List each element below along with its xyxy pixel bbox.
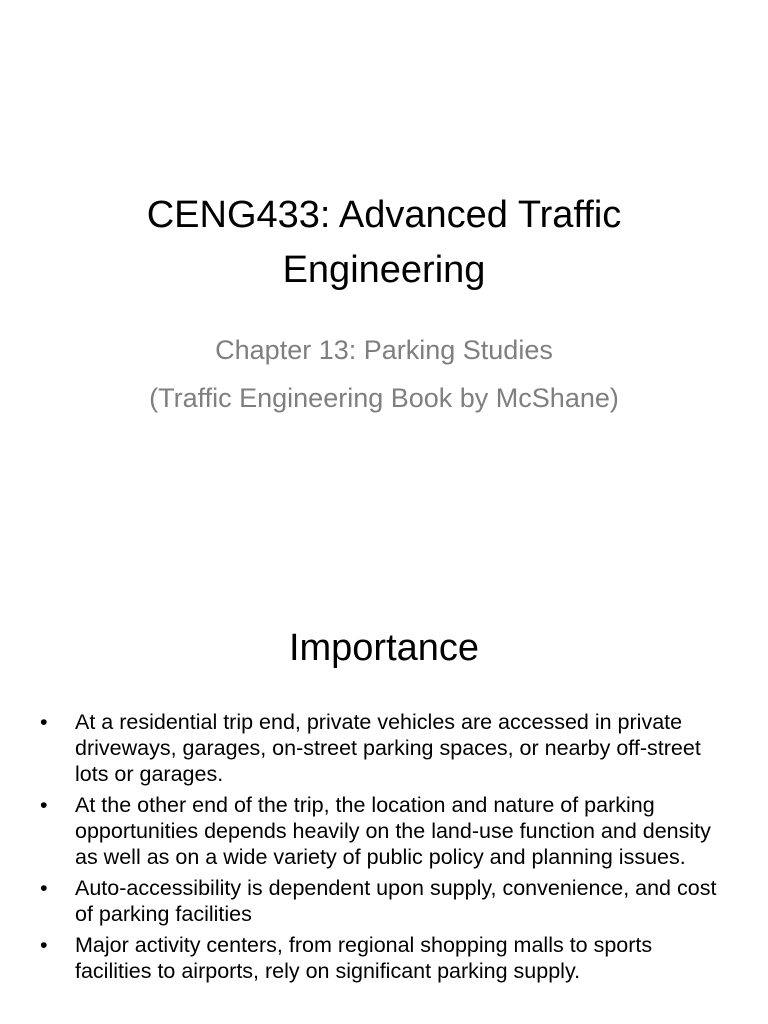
bullet-item: [38, 792, 718, 870]
bullet-icon: •: [40, 933, 48, 957]
bullet-item: [38, 875, 718, 927]
importance-slide: [0, 576, 768, 1024]
bullet-text: Auto-accessibility is dependent upon supply, convenience, and cost of parking facilities: [75, 876, 717, 926]
bullet-icon: •: [40, 793, 48, 817]
bullet-text: At the other end of the trip, the location and nature of parking opportunities depends heavily on the land-use function and density as well as on a wide variety of public policy and planning issues.: [75, 793, 711, 869]
bullet-text: Major activity centers, from regional shopping malls to sports facilities to airports, rely on significant parking supply.: [75, 933, 653, 983]
subtitle-line-chapter: Chapter 13: Parking Studies: [215, 335, 553, 365]
bullet-item: [38, 709, 718, 787]
slide-title: Importance: [288, 627, 480, 669]
bullet-item: [38, 932, 718, 984]
bullet-text: At a residential trip end, private vehicles are accessed in private driveways, garages, on-street parking spaces, or nearby off-street lots or garages.: [75, 710, 701, 786]
slide-title: CENG433: Advanced Traffic Engineering: [146, 194, 622, 291]
bullet-list: [38, 709, 718, 989]
bullet-icon: •: [40, 876, 48, 900]
subtitle-line-book: (Traffic Engineering Book by McShane): [149, 383, 619, 413]
slide-subtitle: [120, 330, 648, 418]
bullet-icon: •: [40, 710, 48, 734]
